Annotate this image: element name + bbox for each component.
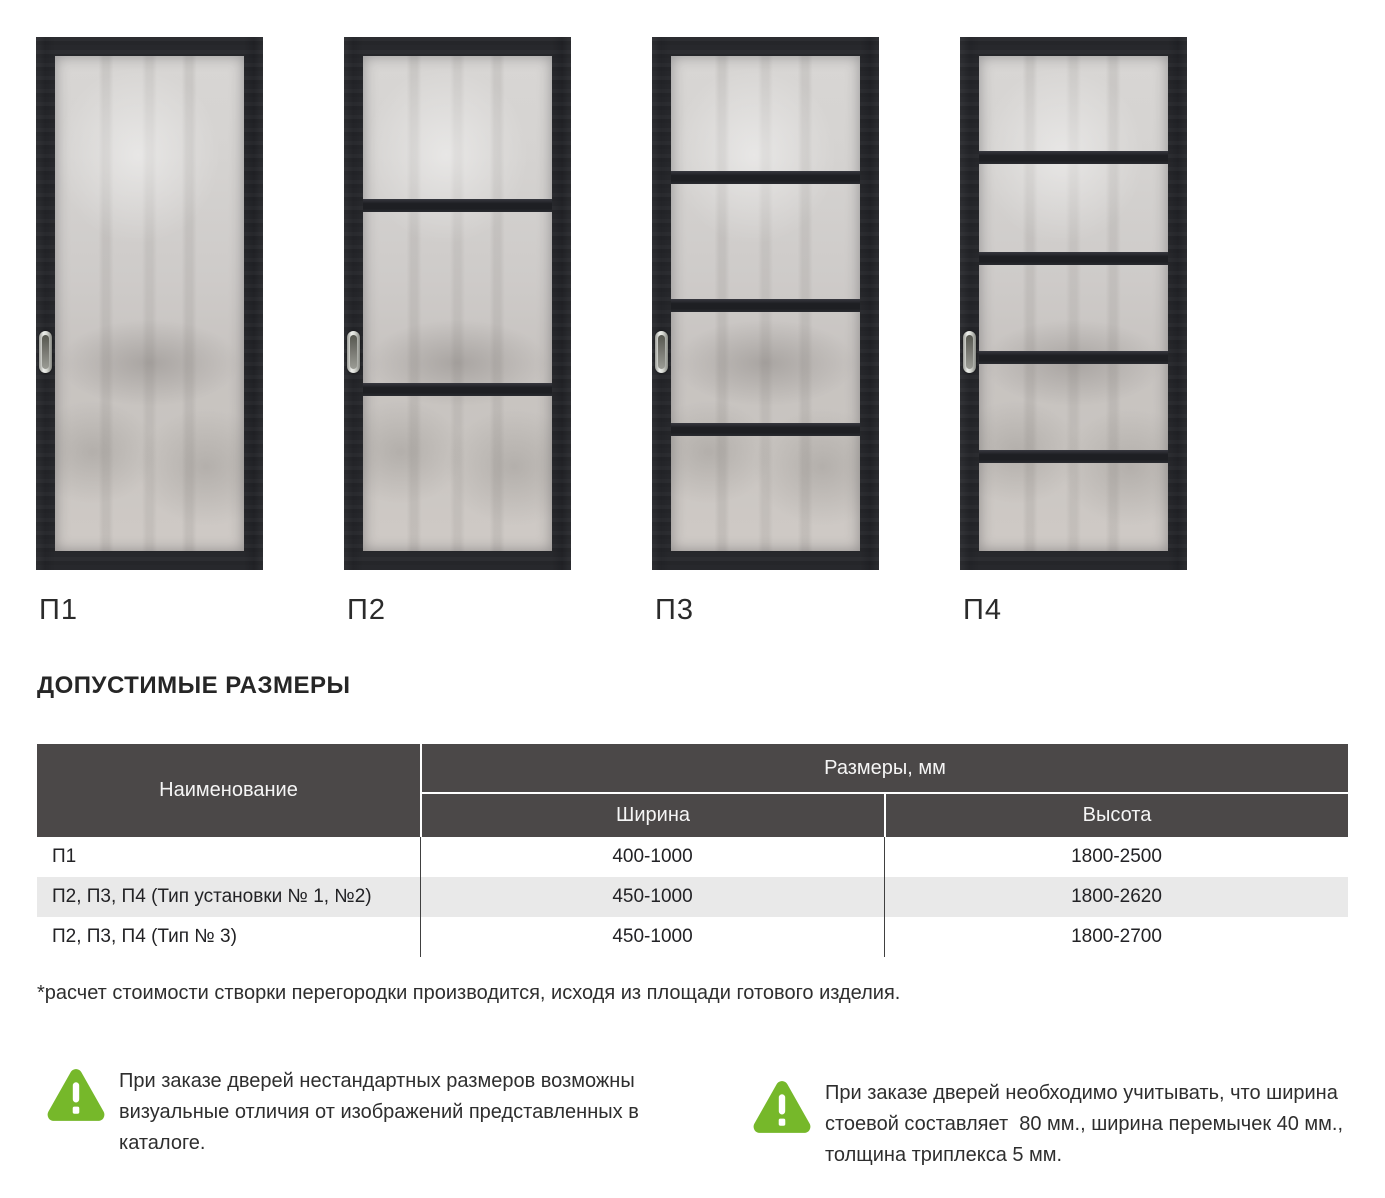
row-width: 450-1000 <box>420 877 884 917</box>
door-glass <box>363 56 552 551</box>
row-height: 1800-2500 <box>884 837 1348 877</box>
row-height: 1800-2620 <box>884 877 1348 917</box>
door-label-p4: П4 <box>963 594 1002 626</box>
door-p4 <box>960 37 1187 627</box>
glass-divider <box>671 299 860 312</box>
note-dimensions-info <box>752 1078 1372 1171</box>
warning-icon <box>46 1066 106 1122</box>
door-p4-image <box>960 37 1187 570</box>
row-width: 450-1000 <box>420 917 884 957</box>
door-handle <box>347 331 360 373</box>
door-p1-image <box>36 37 263 570</box>
door-p3-image <box>652 37 879 570</box>
row-name: П2, П3, П4 (Тип установки № 1, №2) <box>37 877 420 917</box>
door-label-p1: П1 <box>39 594 78 626</box>
note-text: При заказе дверей нестандартных размеров возможны визуальные отличия от изображений представленных в каталоге. <box>119 1070 645 1154</box>
glass-divider <box>671 423 860 436</box>
warning-icon <box>752 1078 812 1134</box>
section-title: ДОПУСТИМЫЕ РАЗМЕРЫ <box>37 672 351 699</box>
note-nonstandard-sizes <box>46 1066 676 1159</box>
glass-divider <box>363 383 552 396</box>
table-header-sizes: Размеры, мм <box>420 744 1348 792</box>
table-header-height: Высота <box>884 792 1348 837</box>
glass-divider <box>979 151 1168 164</box>
door-handle <box>655 331 668 373</box>
door-p2 <box>344 37 571 627</box>
table-row <box>37 917 1348 957</box>
door-glass <box>671 56 860 551</box>
door-handle <box>39 331 52 373</box>
door-label-p2: П2 <box>347 594 386 626</box>
sizes-table <box>37 744 1348 957</box>
door-p1 <box>36 37 263 627</box>
door-p3 <box>652 37 879 627</box>
glass-divider <box>671 171 860 184</box>
door-label-p3: П3 <box>655 594 694 626</box>
note-text: При заказе дверей необходимо учитывать, что ширина стоевой составляет 80 мм., ширина перемычек 40 мм., толщина триплекса 5 мм. <box>825 1082 1349 1166</box>
door-glass <box>55 56 244 551</box>
row-name: П1 <box>52 846 77 867</box>
footnote: *расчет стоимости створки перегородки производится, исходя из площади готового изделия. <box>37 982 901 1004</box>
table-row <box>37 837 1348 877</box>
door-handle <box>963 331 976 373</box>
row-name: П2, П3, П4 (Тип № 3) <box>52 926 237 947</box>
row-height: 1800-2700 <box>884 917 1348 957</box>
glass-divider <box>363 199 552 212</box>
table-header-width: Ширина <box>420 792 884 837</box>
glass-divider <box>979 450 1168 463</box>
door-glass <box>979 56 1168 551</box>
glass-divider <box>979 351 1168 364</box>
table-row <box>37 877 1348 917</box>
door-p2-image <box>344 37 571 570</box>
glass-divider <box>979 252 1168 265</box>
row-width: 400-1000 <box>420 837 884 877</box>
table-header-name: Наименование <box>37 744 420 837</box>
